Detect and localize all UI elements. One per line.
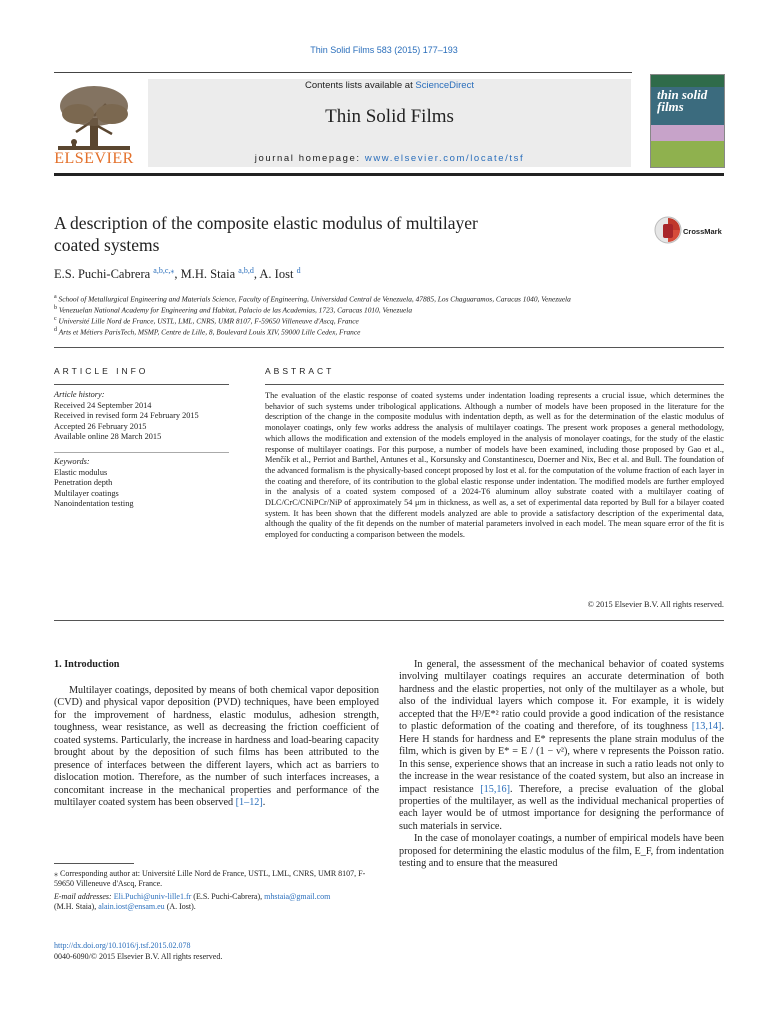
affiliation: $^a$ School of Metallurgical Engineering and Materials Science, Faculty of Engineering, Universidad Central de Venezuela, 47885, Los Chaguaramos, Caracas 1040, Venezuela <box>54 294 571 304</box>
keywords: Keywords: Elastic modulus Penetration depth Multilayer coatings Nanoindentation testing <box>54 457 229 510</box>
affiliation: $^d$ Arts et Métiers ParisTech, MSMP, Centre de Lille, 8, Boulevard Louis XIV, 59000 Lille Cedex, France <box>54 327 361 337</box>
journal-title: Thin Solid Films <box>325 106 454 127</box>
divider <box>54 620 724 621</box>
author-name[interactable]: M.H. Staia <box>180 267 236 282</box>
reference-link[interactable]: [1–12] <box>235 797 263 809</box>
body-column-left: Multilayer coatings, deposited by means of both chemical vapor deposition (CVD) and physical vapor deposition (PVD) techniques, have been employed for the improvement of hardness, elastic modulus, adhesion strength, toughness, wear resistance, as well as decreasing the friction coefficient of coated systems. Particularly, the increase in hardness and load-bearing capacity brought about by the deposition of such films has been attributed to the presence of interfaces between the different layers, which act as barriers to dislocation motion. Therefore, as the number of such interfaces increases, a concomitant increase in the mechanical properties and performance of the multilayer coated system has been observed [1–12]. <box>54 685 379 809</box>
sciencedirect-link[interactable]: ScienceDirect <box>415 80 474 91</box>
author-name[interactable]: E.S. Puchi-Cabrera <box>54 267 151 282</box>
cover-title: thin solid films <box>657 87 708 114</box>
author-name[interactable]: A. Iost <box>259 267 294 282</box>
abstract-copyright: © 2015 Elsevier B.V. All rights reserved. <box>587 600 724 609</box>
section-heading: 1. Introduction <box>54 659 120 670</box>
homepage-link[interactable]: www.elsevier.com/locate/tsf <box>364 153 525 164</box>
article-history: Article history: Received 24 September 2014 Received in revised form 24 February 2015 Accepted 26 February 2015 Available online 28 March 2015 <box>54 390 199 441</box>
article-title: A description of the composite elastic modulus of multilayer coated systems <box>54 213 478 255</box>
email-link[interactable]: mhstaia@gmail.com <box>264 892 331 901</box>
article-info-heading: ARTICLE INFO <box>54 366 149 376</box>
journal-citation[interactable]: Thin Solid Films 583 (2015) 177–193 <box>310 45 458 55</box>
abstract-text: The evaluation of the elastic response of coated systems under indentation loading represents a crucial issue, which determines the behavior of such systems under tribological applications. Although a number of models have been proposed in the literature for the description of the change in the composite modulus with indentation depth, as well as for the determination of the elastic modulus of monolayer coatings, only few works address the analysis of multilayer coatings. The present work proposes a general methodology, which allows the modification and extension of the models employed in the analysis of monolayer coatings, for the study of the elastic response of multilayer coatings. For this purpose, a number of models have been examined, including those proposed by Gao et al., Menčík et al., Perriot and Barthel, Antunes et al., Korsunsky and Constantinescu, Doerner and Nix, Bec et al. and Bull. The foundation of the advanced formalism is the physically-based concept proposed by Iost et al. for the computation of the volume fraction of each layer in the coating and therefore, of its contribution to the global elastic response under indentation. The modified models are further employed in the analysis of a coated system composed of a 2024-T6 aluminum alloy substrate coated with a multilayer coating of DLC/CrC/CNiPCr/NiP of approximately 54 μm in thickness, as well as, a set of experimental data reported by Bull for a bilayer coated system. It has been shown that the different models analyzed are able to provide a satisfactory description of the experimental data, although the quality of the fit depends on the number of material parameters involved in each model. The mean square error of the fit is employed for conducting a comparison between the models. <box>265 391 724 540</box>
affiliation: $^c$ Université Lille Nord de France, USTL, LML, CNRS, UMR 8107, F-59650 Villeneuve d'Ascq, France <box>54 316 359 326</box>
affiliation: $^b$ Venezuelan National Academy for Engineering and Habitat, Palacio de las Academias, 1723, Caracas 1010, Venezuela <box>54 305 413 315</box>
keyword: Penetration depth <box>54 478 113 487</box>
abstract-heading: ABSTRACT <box>265 366 335 376</box>
reference-link[interactable]: [15,16] <box>480 783 510 795</box>
contents-line: Contents lists available at ScienceDirect <box>305 80 474 91</box>
author-list: E.S. Puchi-Cabrera $^{a,b,c,⁎}$, M.H. Staia $^{a,b,d}$, A. Iost $^d$ <box>54 266 301 282</box>
footnote-corresponding: ⁎ Corresponding author at: Université Lille Nord de France, USTL, LML, CNRS, UMR 8107, F-59650 Villeneuve d'Ascq, France. <box>54 869 366 889</box>
journal-homepage: journal homepage: www.elsevier.com/locate/tsf <box>254 153 525 164</box>
doi-link[interactable]: http://dx.doi.org/10.1016/j.tsf.2015.02.078 <box>54 941 191 950</box>
email-link[interactable]: Eli.Puchi@univ-lille1.fr <box>113 892 192 901</box>
keyword: Elastic modulus <box>54 467 108 477</box>
header-rule <box>54 72 632 73</box>
header-bottom-rule <box>54 173 724 176</box>
reference-link[interactable]: [13,14] <box>691 721 722 733</box>
footnote-rule <box>54 863 134 864</box>
journal-cover-image <box>650 74 725 168</box>
doi-block: http://dx.doi.org/10.1016/j.tsf.2015.02.078 0040-6090/© 2015 Elsevier B.V. All rights reserved. <box>54 941 223 961</box>
divider <box>265 384 724 385</box>
divider <box>54 347 724 348</box>
keyword: Nanoindentation testing <box>54 499 134 508</box>
crossmark-icon[interactable] <box>654 215 682 245</box>
keyword: Multilayer coatings <box>54 488 119 498</box>
email-link[interactable]: alain.iost@ensam.eu <box>98 902 165 912</box>
crossmark-label[interactable]: CrossMark <box>683 227 722 236</box>
divider <box>54 384 229 385</box>
footnote-emails: E-mail addresses: Eli.Puchi@univ-lille1.fr (E.S. Puchi-Cabrera), mhstaia@gmail.com (M.H. Staia), alain.iost@ensam.eu (A. Iost). <box>54 892 331 912</box>
body-column-right: In general, the assessment of the mechanical behavior of coated systems involving multilayer coatings requires an accurate determination of both hardness and the elastic properties, not only of the multilayer as a whole, but also of the individual layers which compose it. For example, it is widely accepted that the H³/E*² ratio could provide a good indication of the resistance to plastic deformation of the coating and therefore, of its toughness [13,14]. Here H stands for hardness and E* represents the plane strain modulus of the film, which is given by E* = E / (1 − ν²), where ν represents the Poisson ratio. In this sense, experience shows that an increase in such a ratio leads not only to the increase in the wear resistance of the coated system, but also an increase in impact resistance [15,16]. Therefore, a precise evaluation of the global properties of the multilayer, as well as the individual mechanical properties of each layer would be of utmost importance for designing the performance of such materials in service. In the case of monolayer coatings, a number of empirical models have been proposed for determining the elastic modulus of the film, E_F, from indentation testing and to ensure that the measured <box>399 659 724 870</box>
publisher-name: ELSEVIER <box>54 150 134 167</box>
divider <box>54 452 229 453</box>
